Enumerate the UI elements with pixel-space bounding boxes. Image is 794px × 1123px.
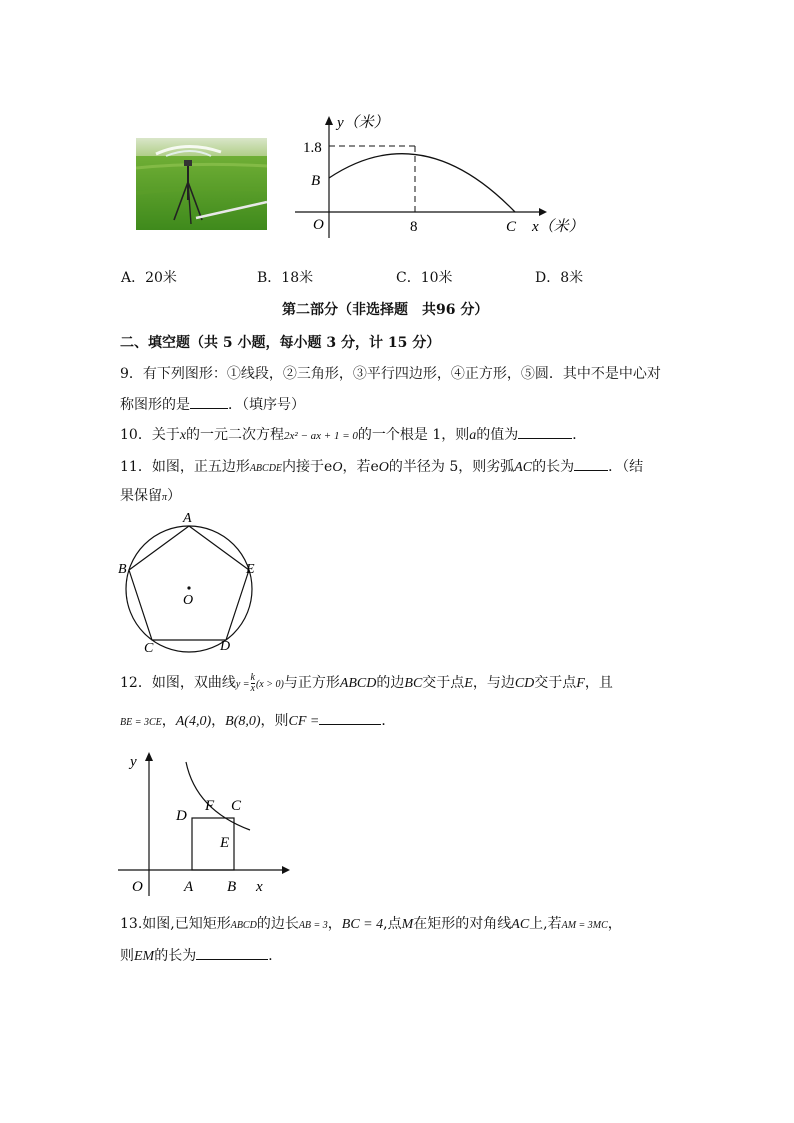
q10-text-d: 的值为 [476, 427, 519, 443]
label-e: E [246, 562, 255, 577]
q9-text-b: ．（填序号） [228, 397, 305, 413]
x-axis-arrow [539, 208, 547, 216]
q13-end: ． [268, 948, 283, 964]
q11-line2-text: 果保留 [120, 488, 162, 504]
label-o: O [132, 879, 143, 895]
q11-text-e: 的长为 [532, 459, 575, 475]
pentagon-figure [110, 508, 270, 658]
y-axis-label: y（米） [337, 115, 389, 131]
label-f: F [205, 798, 215, 814]
q13-em: EM [134, 949, 155, 964]
q10-line [120, 424, 586, 446]
part2-title: 第二部分（非选择题 共96 分） [282, 302, 489, 318]
point-c-label: C [506, 219, 517, 235]
q13-ac: AC [511, 917, 530, 932]
hyperbola-curve [186, 762, 250, 830]
q11-answer-blank[interactable] [574, 456, 608, 471]
option-d: D．8米 [535, 270, 584, 286]
q11-arc: AC [514, 460, 533, 475]
q12-frac-den: x [250, 682, 255, 694]
q13-line2-text: 则 [120, 948, 134, 964]
q12-text-f: 交于点 [534, 675, 577, 691]
q11-o-1: O [332, 460, 343, 475]
label-a: A [184, 879, 194, 895]
q11-o-2: O [378, 460, 389, 475]
q11-circle-symbol-1: e [324, 459, 333, 475]
option-c: C．10米 [396, 270, 453, 286]
x-axis-arrow [282, 866, 290, 874]
label-d: D [220, 639, 231, 654]
q11-text-a: 11．如图，正五边形 [120, 459, 250, 475]
q13-line2 [120, 945, 282, 967]
q12-text-c: 的边 [376, 675, 405, 691]
q13-bc: BC = 4 [341, 917, 384, 932]
q10-text-e: ． [572, 427, 587, 443]
q10-var-x: x [179, 428, 187, 443]
label-d: D [176, 808, 187, 824]
q12-line2 [120, 710, 395, 733]
q12-be: BE = 3CE [120, 717, 162, 728]
q12-point-b: B(8,0) [225, 714, 261, 729]
q12-frac-num: k [250, 671, 255, 683]
q12-text-a: 12．如图，双曲线 [120, 675, 236, 691]
option-a: A．20米 [121, 270, 177, 286]
q11-line2-end: ） [167, 488, 182, 504]
q9-text-a: 称图形的是 [120, 397, 190, 413]
q13-text-b: 的边长 [256, 916, 299, 932]
q10-text-c: 的一个根是 1，则 [357, 427, 470, 443]
y-axis-arrow [325, 116, 333, 125]
q12-e-point: E [464, 676, 473, 691]
q11-text-b: 内接于 [282, 459, 325, 475]
parabola-curve [329, 154, 515, 212]
label-a: A [183, 511, 192, 526]
origin-label: O [313, 217, 324, 233]
label-c: C [231, 798, 242, 814]
label-b: B [118, 562, 127, 577]
q13-text-d: 在矩形的对角线 [413, 916, 512, 932]
q12-line1 [120, 670, 613, 696]
label-e: E [220, 835, 230, 851]
x-axis-label: x（米） [532, 219, 584, 235]
q12-square: ABCD [339, 676, 377, 691]
q13-cond: AM = 3MC [561, 920, 608, 931]
q12-func-y: y = [235, 679, 250, 690]
q10-text-b: 的一元二次方程 [186, 427, 285, 443]
label-x: x [256, 879, 263, 895]
q10-answer-blank[interactable] [518, 424, 572, 439]
q13-text-e: 上,若 [529, 916, 562, 932]
q12-text-g: ，且 [584, 675, 613, 691]
q12-func-cond: (x > 0) [255, 679, 284, 690]
parabola-figure [295, 108, 585, 238]
q11-text-f: ．（结 [608, 459, 644, 475]
q11-line1 [120, 456, 643, 479]
q13-ab: AB = 3 [298, 920, 328, 931]
x-peak-label: 8 [410, 219, 418, 235]
q10-text-a: 10．关于 [120, 427, 180, 443]
q13-line1 [120, 914, 622, 936]
q13-rect: ABCD [230, 920, 257, 931]
q10-var-a: a [469, 428, 477, 443]
square-figure [118, 748, 298, 898]
option-b: B．18米 [257, 270, 314, 286]
section2-title: 二、填空题（共 5 小题，每小题 3 分，计 15 分） [120, 335, 441, 351]
q9-line2 [120, 394, 305, 415]
q11-line2 [120, 486, 181, 508]
label-y: y [130, 754, 137, 770]
q9-line1: 9．有下列图形：①线段，②三角形，③平行四边形，④正方形，⑤圆．其中不是中心对 [120, 366, 661, 382]
center-dot [187, 586, 190, 589]
y-axis-arrow [145, 752, 153, 761]
label-o: O [183, 593, 194, 608]
q13-text-a: 13.如图,已知矩形 [120, 916, 231, 932]
q12-answer-blank[interactable] [319, 710, 381, 725]
q13-sep: ， [327, 916, 342, 932]
q9-answer-blank[interactable] [190, 394, 228, 409]
q12-text-d: 交于点 [422, 675, 465, 691]
y-peak-label: 1.8 [303, 140, 322, 156]
q12-text-b: 与正方形 [283, 675, 340, 691]
q13-text-c: ,点 [383, 916, 402, 932]
q12-sep1: ， [161, 713, 176, 729]
q12-end: ． [381, 713, 396, 729]
q11-pi: π [162, 492, 168, 503]
q12-cf: CF = [288, 714, 320, 729]
q12-point-a: A(4,0) [175, 714, 212, 729]
q11-polygon: ABCDE [249, 463, 283, 474]
q13-answer-blank[interactable] [196, 945, 268, 960]
q12-bc: BC [404, 676, 423, 691]
label-b: B [227, 879, 237, 895]
q12-text-e: ，与边 [472, 675, 515, 691]
q12-fraction [251, 673, 255, 694]
pentagon-shape [129, 526, 249, 640]
q12-sep2: ， [211, 713, 226, 729]
sprinkler-photo [136, 138, 267, 230]
q12-f-point: F [576, 676, 585, 691]
label-c: C [144, 641, 154, 656]
q12-cd: CD [514, 676, 535, 691]
q11-circle-symbol-2: e [370, 459, 379, 475]
q12-text-h: ，则 [260, 713, 289, 729]
q11-text-c: ，若 [342, 459, 371, 475]
q10-equation: 2x² − ax + 1 = 0 [284, 430, 358, 442]
q13-text-f: ， [607, 916, 622, 932]
q13-line2b: 的长为 [154, 948, 197, 964]
point-b-label: B [311, 173, 321, 189]
q11-text-d: 的半径为 5，则劣弧 [388, 459, 515, 475]
q13-m: M [401, 917, 414, 932]
